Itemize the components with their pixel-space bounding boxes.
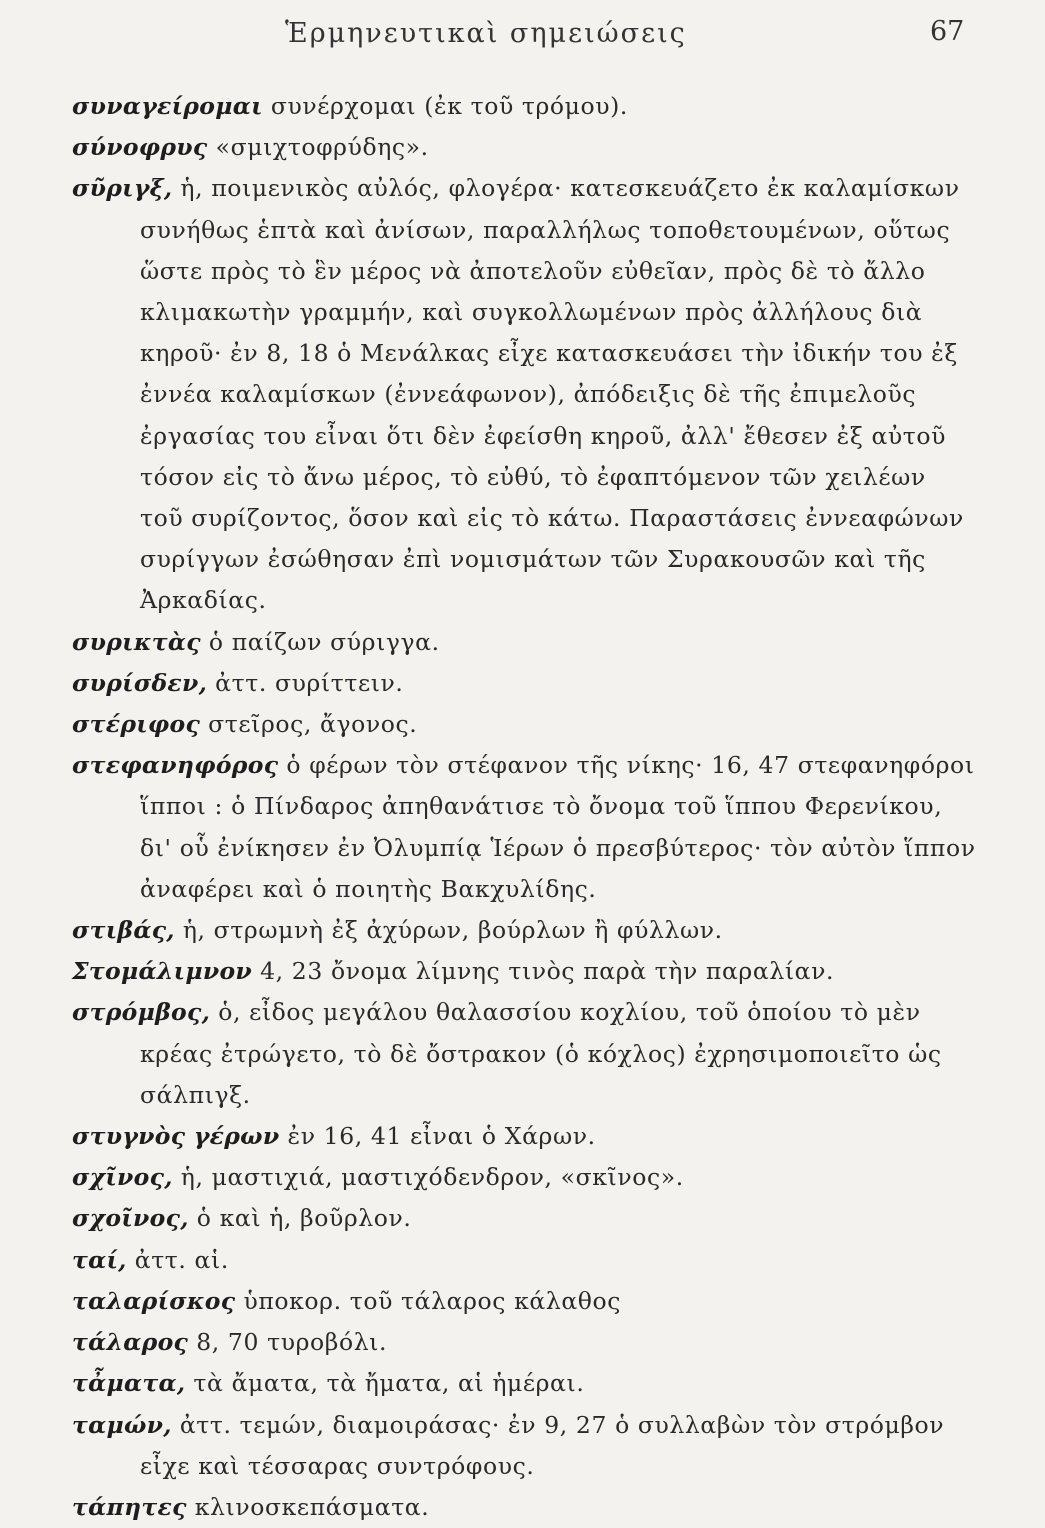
entry-lemma: ταμών, [72,1410,172,1439]
entry-definition: ἐν 16, 41 εἶναι ὁ Χάρων. [279,1122,596,1151]
glossary-entry [72,127,977,168]
entry-definition: ὁ φέρων τὸν στέφανον τῆς νίκης· 16, 47 στεφανηφόροι ἵπποι : ὁ Πίνδαρος ἀπηθανάτισε τὸ ὄνομα τοῦ ἵππου Φερενίκου, δι' οὗ ἐνίκησεν ἐν Ὀλυμπίᾳ Ἱέρων ὁ πρεσβύτερος· τὸν αὐτὸν ἵππον ἀναφέρει καὶ ὁ ποιητὴς Βακχυλίδης. [140,751,976,903]
glossary-entry [72,951,977,992]
entry-lemma: σύνοφρυς [72,133,208,162]
glossary-entry [72,1157,977,1198]
glossary-entry [72,1405,977,1487]
entry-definition: ὁ, εἶδος μεγάλου θαλασσίου κοχλίου, τοῦ ὁποίου τὸ μὲν κρέας ἐτρώγετο, τὸ δὲ ὄστρακον (ὁ κόχλος) ἐχρησιμοποιεῖτο ὡς σάλπιγξ. [140,998,942,1109]
glossary-entry [72,910,977,951]
entry-definition: τὰ ἄματα, τὰ ἤματα, αἱ ἡμέραι. [185,1369,585,1398]
entry-definition: 8, 70 τυροβόλι. [188,1328,388,1357]
glossary-entry [72,1116,977,1157]
glossary-entry [72,86,977,127]
glossary-entry [72,663,977,704]
entry-lemma: στιβάς, [72,916,175,945]
entry-lemma: Στομάλιμνον [72,957,253,986]
entry-definition: κλινοσκεπάσματα. [186,1492,430,1521]
entry-lemma: σχῖνος, [72,1163,173,1192]
entry-lemma: τἆματα, [72,1369,186,1398]
glossary-entry [72,168,977,621]
glossary-entry [72,992,977,1116]
glossary-entry [72,1240,977,1281]
running-header [0,18,1045,58]
entry-definition: ὁ παίζων σύριγγα. [200,627,440,656]
glossary-entry [72,1363,977,1404]
entry-definition: συνέρχομαι (ἐκ τοῦ τρόμου). [262,92,629,120]
entry-lemma: σχοῖνος, [72,1204,189,1233]
entry-lemma: τάλαρος [72,1328,189,1357]
entry-lemma: στεφανηφόρος [72,751,279,780]
entry-definition: ὑποκορ. τοῦ τάλαρος κάλαθος [235,1286,622,1315]
glossary-entry [72,1198,977,1239]
glossary-entry [72,1281,977,1322]
entry-lemma: σῦριγξ, [72,174,173,203]
entry-lemma: συναγείρομαι [72,92,263,120]
entry-lemma: συρικτὰς [72,627,201,656]
entry-definition: ἡ, μαστιχιά, μαστιχόδενδρον, «σκῖνος». [172,1163,684,1192]
entry-definition: 4, 23 ὄνομα λίμνης τινὸς παρὰ τὴν παραλίαν. [252,957,835,986]
glossary-entry [72,1487,977,1528]
entry-lemma: τάπητες [72,1492,187,1521]
entry-definition: στεῖρος, ἄγονος. [200,710,418,739]
entry-definition: ὁ καὶ ἡ, βοῦρλον. [188,1204,412,1233]
entry-definition: ἀττ. συρίττειν. [207,668,404,697]
entry-lemma: συρίσδεν, [72,668,208,697]
entry-definition: ἡ, ποιμενικὸς αὐλός, φλογέρα· κατεσκευάζετο ἐκ καλαμίσκων συνήθως ἑπτὰ καὶ ἀνίσων, παραλλήλως τοποθετουμένων, οὕτως ὥστε πρὸς τὸ ἓν μέρος νὰ ἀποτελοῦν εὐθεῖαν, πρὸς δὲ τὸ ἄλλο κλιμακωτὴν γραμμήν, καὶ συγκολλωμένων πρὸς ἀλλήλους διὰ κηροῦ· ἐν 8, 18 ὁ Μενάλκας εἶχε κατασκευάσει τὴν ἰδικήν του ἐξ ἐννέα καλαμίσκων (ἐννεάφωνον), ἀπόδειξις δὲ τῆς ἐπιμελοῦς ἐργασίας του εἶναι ὅτι δὲν ἐφείσθη κηροῦ, ἀλλ' ἔθεσεν ἐξ αὐτοῦ τόσον εἰς τὸ ἄνω μέρος, τὸ εὐθύ, τὸ ἐφαπτόμενον τῶν χειλέων τοῦ συρίζοντος, ὅσον καὶ εἰς τὸ κάτω. Παραστάσεις ἐννεαφώνων συρίγγων ἐσώθησαν ἐπὶ νομισμάτων τῶν Συρακουσῶν καὶ τῆς Ἀρκαδίας. [140,174,964,615]
glossary [72,86,977,1528]
page-number: 67 [930,16,965,47]
entry-definition: ἀττ. τεμών, διαμοιράσας· ἐν 9, 27 ὁ συλλαβὼν τὸν στρόμβον εἶχε καὶ τέσσαρας συντρόφους. [140,1410,945,1480]
glossary-entry [72,1322,977,1363]
glossary-entry [72,622,977,663]
header-title: Ἑρμηνευτικαὶ σημειώσεις [285,18,687,49]
glossary-entry [72,704,977,745]
entry-definition: ἀττ. αἱ. [126,1245,229,1274]
entry-lemma: στυγνὸς γέρων [72,1122,280,1151]
entry-definition: ἡ, στρωμνὴ ἐξ ἀχύρων, βούρλων ἢ φύλλων. [174,916,723,945]
entry-lemma: ταλαρίσκος [72,1286,236,1315]
entry-lemma: στρόμβος, [72,998,211,1027]
entry-lemma: στέριφος [72,710,201,739]
entry-lemma: ταί, [72,1245,127,1274]
entry-definition: «σμιχτοφρύδης». [207,133,429,162]
glossary-entry [72,745,977,910]
